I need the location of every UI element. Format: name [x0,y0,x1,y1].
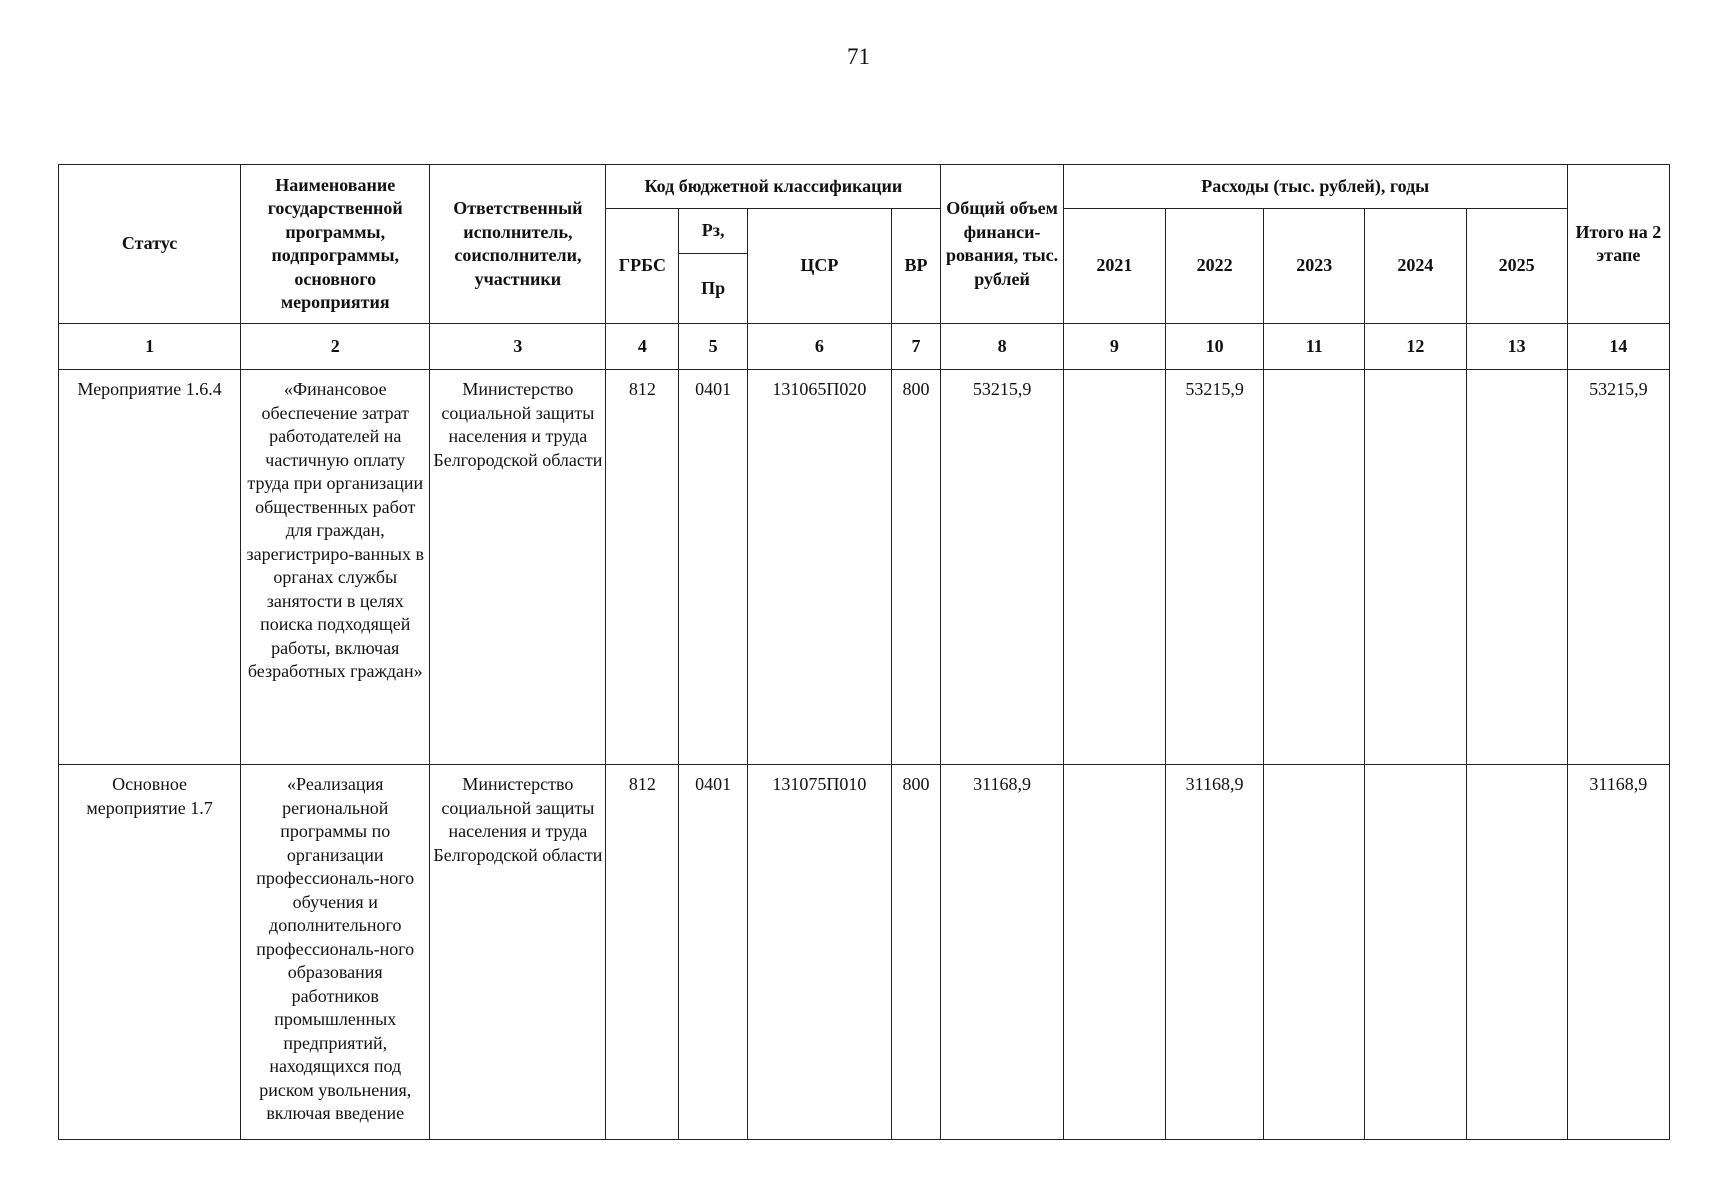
column-number: 2 [241,324,430,370]
row-grbs: 812 [606,765,679,1140]
row-executor: Министерство социальной защиты населения и труда Белгородской области [430,765,606,1140]
row-rzpr: 0401 [679,765,748,1140]
header-total-volume: Общий объем финанси-рования, тыс. рублей [941,165,1063,324]
header-stage-total: Итого на 2 этапе [1567,165,1669,324]
header-expenses: Расходы (тыс. рублей), годы [1063,165,1567,209]
row-program-name: «Финансовое обеспечение затрат работодателей на частичную оплату труда при организации общественных работ для граждан, зарегистриро-ванных в органах службы занятости в целях поиска подходящей работы, включая безработных граждан» [241,370,430,765]
row-year-2024 [1365,370,1466,765]
column-number: 4 [606,324,679,370]
row-year-2023 [1264,765,1365,1140]
row-rzpr: 0401 [679,370,748,765]
budget-table [58,164,1670,1140]
row-csr: 131065П020 [748,370,892,765]
row-csr: 131075П010 [748,765,892,1140]
table-row [59,370,1670,765]
header-year-2024: 2024 [1365,209,1466,324]
header-vr: ВР [891,209,941,324]
column-number: 1 [59,324,241,370]
column-number: 9 [1063,324,1165,370]
header-year-2022: 2022 [1165,209,1263,324]
column-number: 7 [891,324,941,370]
row-year-2025 [1466,370,1567,765]
row-year-2021 [1063,370,1165,765]
row-year-2021 [1063,765,1165,1140]
row-vr: 800 [891,370,941,765]
header-year-2025: 2025 [1466,209,1567,324]
header-executor: Ответственный исполнитель, соисполнители, участники [430,165,606,324]
row-total: 53215,9 [941,370,1063,765]
column-number: 3 [430,324,606,370]
column-number: 14 [1567,324,1669,370]
row-program-name: «Реализация региональной программы по организации профессиональ-ного обучения и дополнительного профессиональ-ного образования работников промышленных предприятий, находящихся под риском увольнения, включая введение [241,765,430,1140]
column-number: 13 [1466,324,1567,370]
row-total: 31168,9 [941,765,1063,1140]
header-pr: Пр [679,254,748,324]
column-number: 10 [1165,324,1263,370]
header-grbs: ГРБС [606,209,679,324]
row-status: Мероприятие 1.6.4 [59,370,241,765]
row-stage-total: 31168,9 [1567,765,1669,1140]
column-number: 11 [1264,324,1365,370]
header-year-2021: 2021 [1063,209,1165,324]
header-year-2023: 2023 [1264,209,1365,324]
row-stage-total: 53215,9 [1567,370,1669,765]
page-number: 71 [847,44,870,69]
header-status: Статус [59,165,241,324]
header-csr: ЦСР [748,209,892,324]
row-vr: 800 [891,765,941,1140]
header-program-name: Наименование государственной программы, подпрограммы, основного мероприятия [241,165,430,324]
header-budget-code: Код бюджетной классификации [606,165,941,209]
row-year-2022: 31168,9 [1165,765,1263,1140]
row-year-2023 [1264,370,1365,765]
column-number: 5 [679,324,748,370]
column-number-row [59,324,1670,370]
row-grbs: 812 [606,370,679,765]
row-status: Основное мероприятие 1.7 [59,765,241,1140]
column-number: 12 [1365,324,1466,370]
row-year-2024 [1365,765,1466,1140]
row-year-2025 [1466,765,1567,1140]
column-number: 8 [941,324,1063,370]
column-number: 6 [748,324,892,370]
table-row [59,765,1670,1140]
row-year-2022: 53215,9 [1165,370,1263,765]
header-rz: Рз, [679,209,748,254]
row-executor: Министерство социальной защиты населения и труда Белгородской области [430,370,606,765]
